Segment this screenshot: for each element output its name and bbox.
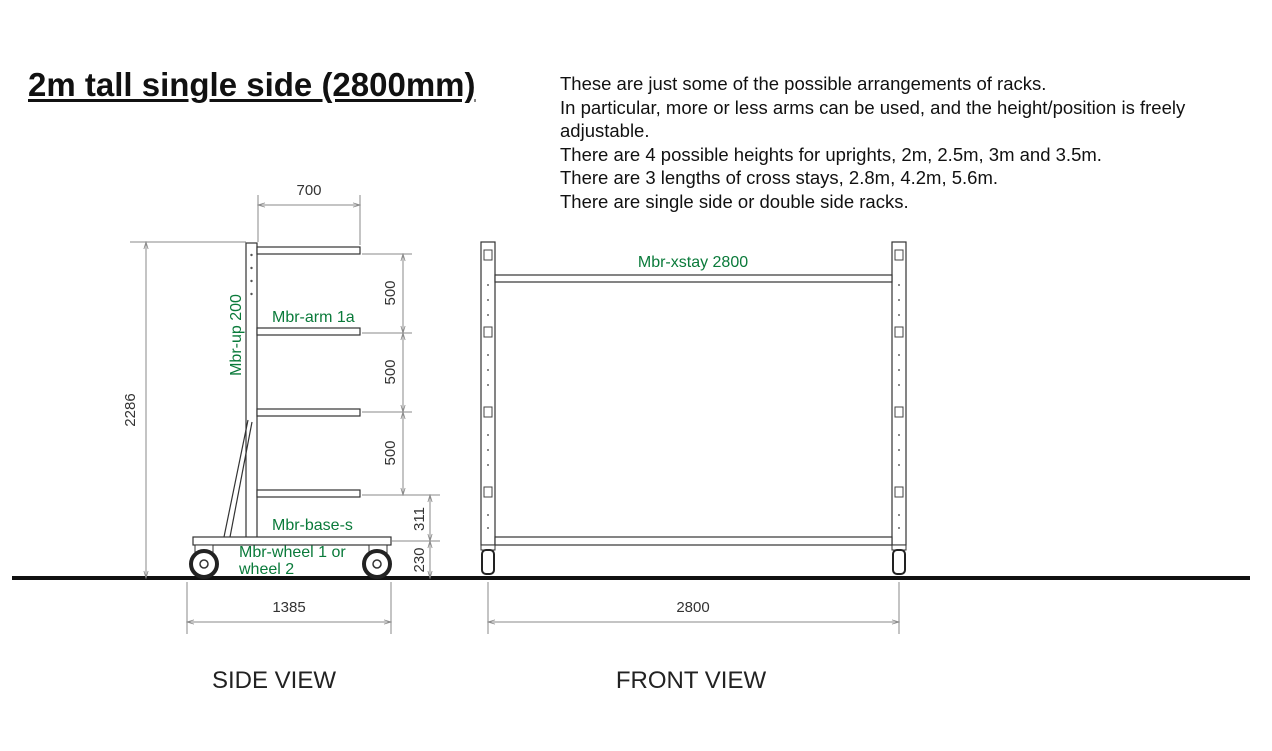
note-line: In particular, more or less arms can be used, and the height/position is freely adjustable. — [560, 96, 1186, 141]
label-arm: Mbr-arm 1a — [272, 309, 355, 326]
diagonal-brace — [224, 420, 248, 537]
label-upright: Mbr-up 200 — [228, 294, 245, 376]
front-view — [481, 242, 906, 694]
arm — [257, 328, 360, 335]
dim-arm-spacing: 500 — [382, 440, 399, 466]
arm — [257, 490, 360, 497]
dim-arm-spacing: 500 — [382, 280, 399, 306]
front-view-caption: FRONT VIEW — [615, 667, 767, 694]
caster-wheel — [892, 545, 906, 574]
upright-post — [481, 242, 495, 545]
side-view-caption: SIDE VIEW — [211, 667, 337, 694]
label-cross-stay: Mbr-xstay 2800 — [637, 254, 749, 271]
arm — [257, 247, 360, 254]
note-line: There are 4 possible heights for uprights, 2m, 2.5m, 3m and 3.5m. — [560, 143, 1102, 165]
dim-wheel-height: 230 — [411, 547, 428, 573]
dim-base-length: 1385 — [272, 599, 306, 616]
note-line: These are just some of the possible arrangements of racks. — [560, 73, 1047, 94]
caster-wheel — [481, 545, 495, 574]
caster-wheel — [191, 545, 217, 577]
side-view — [122, 182, 440, 694]
label-wheel: Mbr-wheel 1 or — [239, 544, 346, 561]
cross-stay — [495, 275, 892, 282]
dim-arm-length: 700 — [296, 182, 322, 199]
page-title: 2m tall single side (2800mm) — [28, 66, 476, 103]
dim-base-to-arm: 311 — [411, 507, 428, 531]
upright-post — [892, 242, 906, 545]
dim-width: 2800 — [676, 599, 710, 616]
dim-arm-spacing: 500 — [382, 359, 399, 385]
arm — [257, 409, 360, 416]
base-bar — [495, 537, 892, 545]
label-base: Mbr-base-s — [272, 517, 353, 534]
dim-total-height: 2286 — [122, 393, 139, 427]
note-line: There are single side or double side racks. — [560, 190, 909, 212]
note-line: There are 3 lengths of cross stays, 2.8m, 4.2m, 5.6m. — [560, 167, 999, 188]
caster-wheel — [364, 545, 390, 577]
label-wheel: wheel 2 — [239, 561, 295, 578]
upright-post — [246, 243, 257, 538]
